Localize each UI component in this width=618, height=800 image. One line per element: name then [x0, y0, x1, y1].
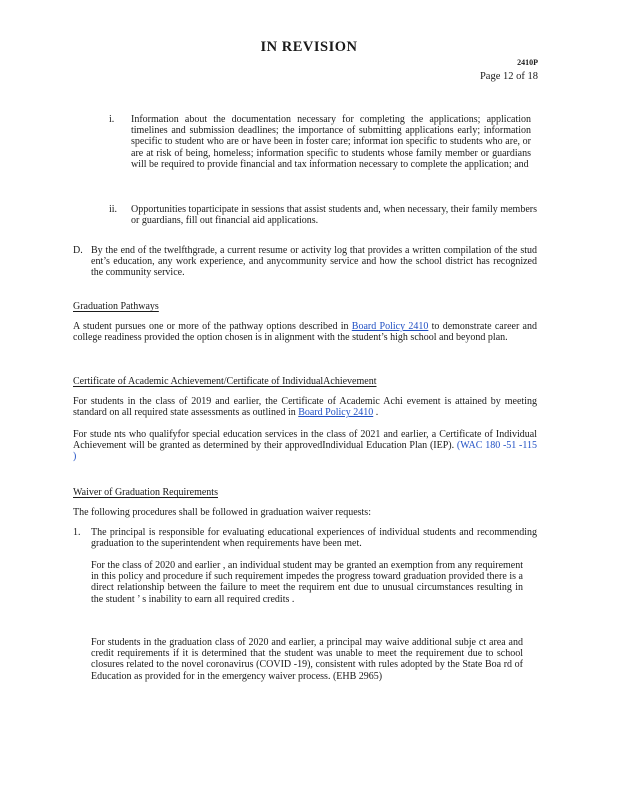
waiver-item-1-paragraph-2: For the class of 2020 and earlier , an individual student may be granted an exemption from any requirement in this policy and procedure if such requirement impedes the progress toward graduation provided there is a direct relationship between the failure to meet the requirem ent due to unusual circumstances resulting in the student ’ s inability to earn all required credits .	[91, 560, 523, 605]
board-policy-2410-link-2[interactable]: Board Policy 2410	[298, 407, 374, 419]
graduation-pathways-text-after: to demonstrate career and college readiness provided the option chosen is in alignment with the student’s high school and beyond plan.	[73, 321, 537, 344]
certificate-heading: Certificate of Academic Achievement/Certificate of IndividualAchievement	[73, 376, 377, 387]
wac-reference: (WAC 180 -51 -115 )	[73, 440, 538, 463]
certificate-p1-text: For students in the class of 2019 and earlier, the Certificate of Academic Achi evement is attained by meeting standard on all required state assessments as outlined in	[73, 396, 537, 419]
graduation-pathways-heading: Graduation Pathways	[73, 301, 159, 312]
waiver-item-1-text: The principal is responsible for evaluating educational experiences of individual students and recommending graduation to the superintendent when requirements have been met.	[91, 527, 537, 550]
policy-code: 2410P	[517, 58, 538, 67]
waiver-intro: The following procedures shall be followed in graduation waiver requests:	[73, 507, 371, 518]
certificate-paragraph-1	[73, 396, 537, 418]
graduation-pathways-text	[73, 321, 537, 343]
list-item-i: Information about the documentation necessary for completing the applications; application timelines and submission deadlines; the importance of submitting applications early; information specific to student who are or have been in foster care; informat ion specific to students who are, or are at risk of being, homeless; information specific to students whose family member or guardians will be required to provide financial and tax information necessary to complete the application; and	[131, 114, 531, 170]
waiver-heading: Waiver of Graduation Requirements	[73, 487, 218, 498]
list-item-ii: Opportunities toparticipate in sessions that assist students and, when necessary, their family members or guardians, fill out financial aid applications.	[131, 204, 537, 227]
list-marker-i: i.	[109, 114, 115, 125]
board-policy-2410-link[interactable]: Board Policy 2410	[351, 321, 429, 332]
page-number: Page 12 of 18	[479, 71, 538, 82]
section-d-marker: D.	[73, 245, 83, 256]
list-marker-ii: ii.	[109, 204, 118, 215]
page-title: IN REVISION	[260, 39, 358, 55]
certificate-paragraph-2	[73, 429, 537, 463]
graduation-pathways-text-before: A student pursues one or more of the pathway options described in	[73, 321, 352, 332]
waiver-item-1-paragraph-3: For students in the graduation class of 2020 and earlier, a principal may waive additional subje ct area and credit requirements if it is determined that the student was unable to meet the requirement due to school closures related to the novel coronavirus (COVID -19), consistent with rules adopted by the State Boa rd of Education as provided for in the emergency waiver process. (EHB 2965)	[91, 637, 523, 682]
certificate-p2-text: For stude nts who qualifyfor special education services in the class of 2021 and earlier, a Certificate of Individual Achievement will be granted as determined by their approvedIndividual Education Plan (IEP).	[73, 429, 537, 452]
waiver-item-1-marker: 1.	[73, 527, 81, 538]
certificate-p1-after: .	[373, 407, 379, 419]
section-d-text: By the end of the twelfthgrade, a current resume or activity log that provides a written compilation of the stud ent’s education, any work experience, and anycommunity service and how the school district has recognized the community service.	[91, 245, 537, 279]
